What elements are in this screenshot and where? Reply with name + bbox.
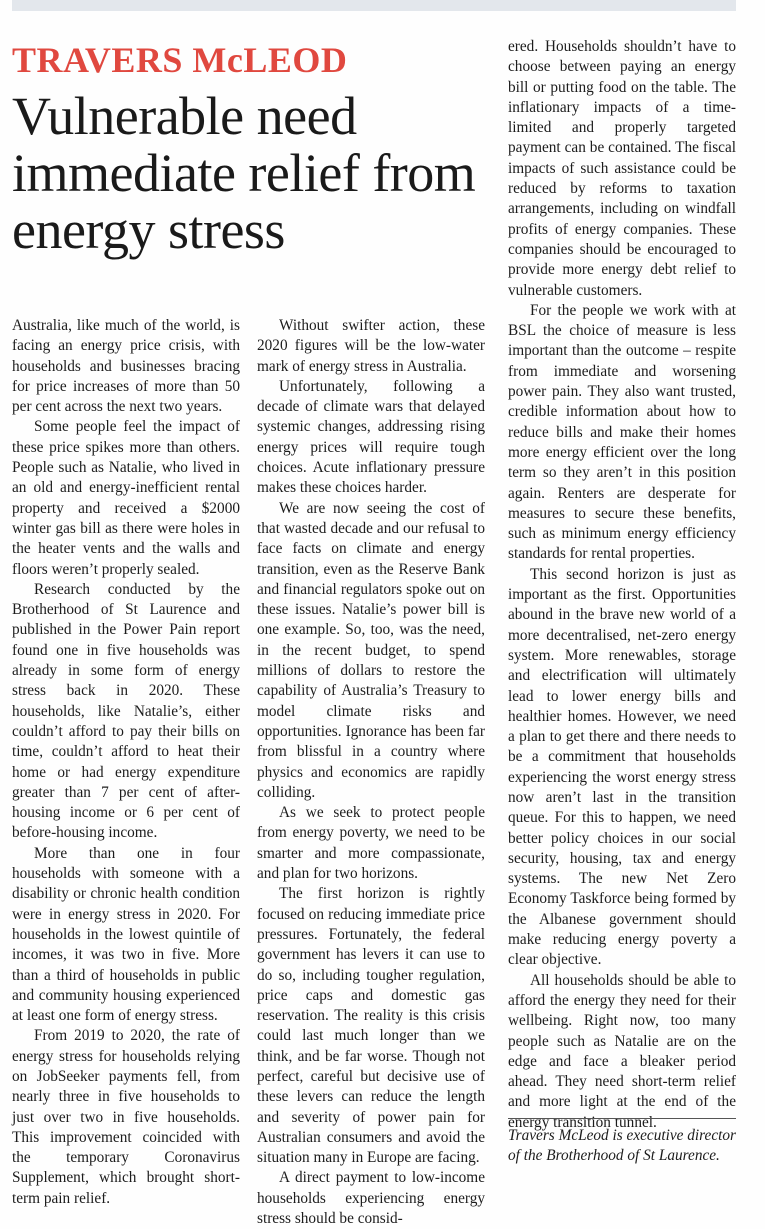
paragraph: Unfortunately, following a decade of climate wars that delayed systemic changes, addressing rising energy prices will require tough choices. Acute inflationary pressure makes these choices harder. (257, 377, 485, 497)
paragraph: Research conducted by the Brotherhood of St Laurence and published in the Power Pain report found one in five households was already in some form of energy stress back in 2020. These households, like Natalie’s, either couldn’t afford to pay their bills on time, couldn’t afford to heat their home or had energy expenditure greater than 7 per cent of after-housing income or 6 per cent of before-housing income. (12, 580, 240, 842)
paragraph: ered. Households shouldn’t have to choose between paying an energy bill or putting food on the table. The inflationary impacts of a time-limited and properly targeted payment can be contained. The fiscal impacts of such assistance could be reduced by reforms to taxation arrangements, including on windfall profits of energy companies. These companies should be encouraged to provide more energy debt relief to vulnerable customers. (508, 38, 736, 299)
paragraph: All households should be able to afford the energy they need for their wellbeing. Right now, too many people such as Natalie are on the edge and face a bleaker period ahead. They need short-term relief and more light at the end of the energy transition tunnel. (508, 971, 736, 1131)
body-column-3 (508, 37, 736, 1133)
top-border-strip (12, 0, 736, 11)
body-column-1 (12, 316, 240, 1209)
paragraph: Australia, like much of the world, is facing an energy price crisis, with households and businesses bracing for price increases of more than 50 per cent across the next two years. (12, 317, 240, 416)
body-column-2 (257, 316, 485, 1229)
author-byline: TRAVERS McLEOD (12, 40, 348, 80)
paragraph: Without swifter action, these 2020 figures will be the low-water mark of energy stress in Australia. (257, 317, 485, 375)
paragraph: The first horizon is rightly focused on reducing immediate price pressures. Fortunately, the federal government has levers it can use to do so, including tougher regulation, price caps and domestic gas reservation. The reality is this crisis could last much longer than we think, and be far worse. Though not perfect, careful but decisive use of these levers can reduce the length and severity of power pain for Australian consumers and avoid the situation many in Europe are facing. (257, 885, 485, 1167)
paragraph: From 2019 to 2020, the rate of energy stress for households relying on JobSeeker payments fell, from nearly three in five households to just over two in five households. This improvement coincided with the temporary Coronavirus Supplement, which brought short-term pain relief. (12, 1027, 240, 1207)
paragraph: For the people we work with at BSL the choice of measure is less important than the outcome – respite from immediate and worsening power pain. They also want trusted, credible information about how to reduce bills and make their homes more energy efficient over the long term so they aren’t in this position again. Renters are desperate for measures to secure these benefits, such as minimum energy efficiency standards for rental properties. (508, 301, 736, 563)
bio-divider (508, 1118, 736, 1119)
author-bio: Travers McLeod is executive director of the Brotherhood of St Laurence. (508, 1127, 736, 1165)
paragraph: We are now seeing the cost of that wasted decade and our refusal to face facts on climate and energy transition, even as the Reserve Bank and financial regulators spoke out on these issues. Natalie’s power bill is one example. So, too, was the need, in the recent budget, to spend millions of dollars to restore the capability of Australia’s Treasury to model climate risks and opportunities. Ignorance has been far from blissful in a country where physics and economics are rapidly colliding. (257, 499, 485, 801)
paragraph: This second horizon is just as important as the first. Opportunities abound in the brave new world of a more decentralised, net-zero energy system. More renewables, storage and electrification will ultimately lead to lower energy bills and healthier homes. However, we need a plan to get there and there needs to be a commitment that households experiencing the worst energy stress now aren’t last in the transition queue. For this to happen, we need better policy choices in our social security, housing, tax and energy systems. The new Net Zero Economy Taskforce being formed by the Albanese government should make reducing energy poverty a clear objective. (508, 565, 736, 969)
paragraph: A direct payment to low-income households experiencing energy stress should be consid- (257, 1169, 485, 1228)
paragraph: Some people feel the impact of these price spikes more than others. People such as Natalie, who lived in an old and energy-inefficient rental property and received a $2000 winter gas bill as there were holes in the heater vents and the walls and floors weren’t properly sealed. (12, 418, 240, 578)
paragraph: As we seek to protect people from energy poverty, we need to be smarter and more compassionate, and plan for two horizons. (257, 804, 485, 883)
headline: Vulnerable need immediate relief from energy stress (12, 86, 476, 260)
paragraph: More than one in four households with someone with a disability or chronic health condition were in energy stress in 2020. For households in the lowest quintile of incomes, it was two in five. More than a third of households in public and community housing experienced at least one form of energy stress. (12, 844, 240, 1025)
